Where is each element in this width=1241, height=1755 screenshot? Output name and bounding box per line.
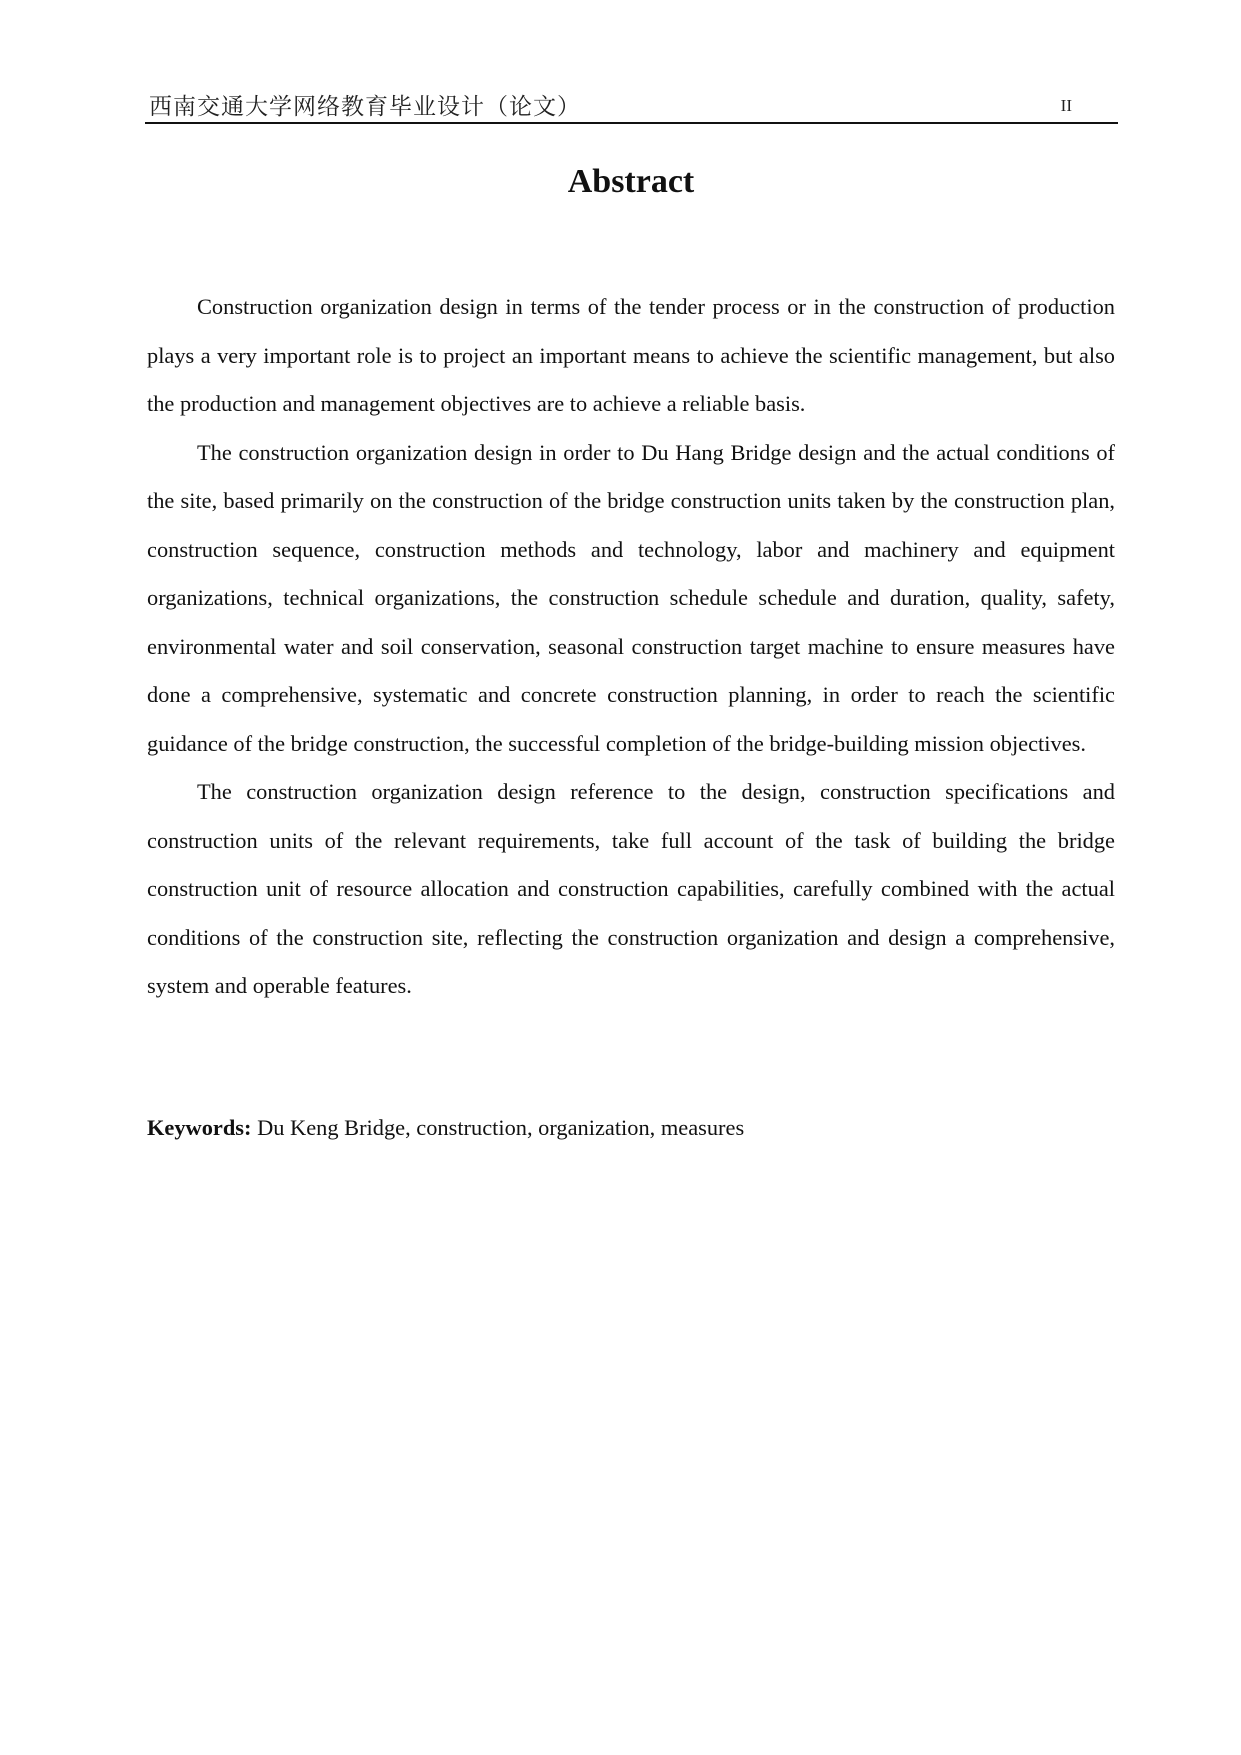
- header-rule: [145, 122, 1118, 124]
- keywords-line: [147, 1108, 1115, 1148]
- header-title: 西南交通大学网络教育毕业设计（论文）: [149, 94, 581, 120]
- abstract-paragraph-2: The construction organization design in order to Du Hang Bridge design and the actual conditions of the site, based primarily on the construction of the bridge construction units taken by the construction plan, construction sequence, construction methods and technology, labor and machinery and equipment organizations, technical organizations, the construction schedule schedule and duration, quality, safety, environmental water and soil conservation, seasonal construction target machine to ensure measures have done a comprehensive, systematic and concrete construction planning, in order to reach the scientific guidance of the bridge construction, the successful completion of the bridge-building mission objectives.: [147, 439, 1115, 756]
- page-number: II: [1060, 96, 1072, 115]
- abstract-body: [147, 283, 1115, 1011]
- keywords-text: Du Keng Bridge, construction, organization, measures: [251, 1115, 745, 1140]
- keywords-label: Keywords:: [147, 1115, 252, 1140]
- abstract-paragraph-3: The construction organization design reference to the design, construction specifications and construction units of the relevant requirements, take full account of the task of building the bridge construction unit of resource allocation and construction capabilities, carefully combined with the actual conditions of the construction site, reflecting the construction organization and design a comprehensive, system and operable features.: [147, 779, 1115, 998]
- abstract-paragraph-1: Construction organization design in terms of the tender process or in the construction of production plays a very important role is to project an important means to achieve the scientific management, but also the production and management objectives are to achieve a reliable basis.: [147, 294, 1115, 416]
- running-header: [145, 84, 1118, 124]
- abstract-heading: Abstract: [567, 163, 695, 200]
